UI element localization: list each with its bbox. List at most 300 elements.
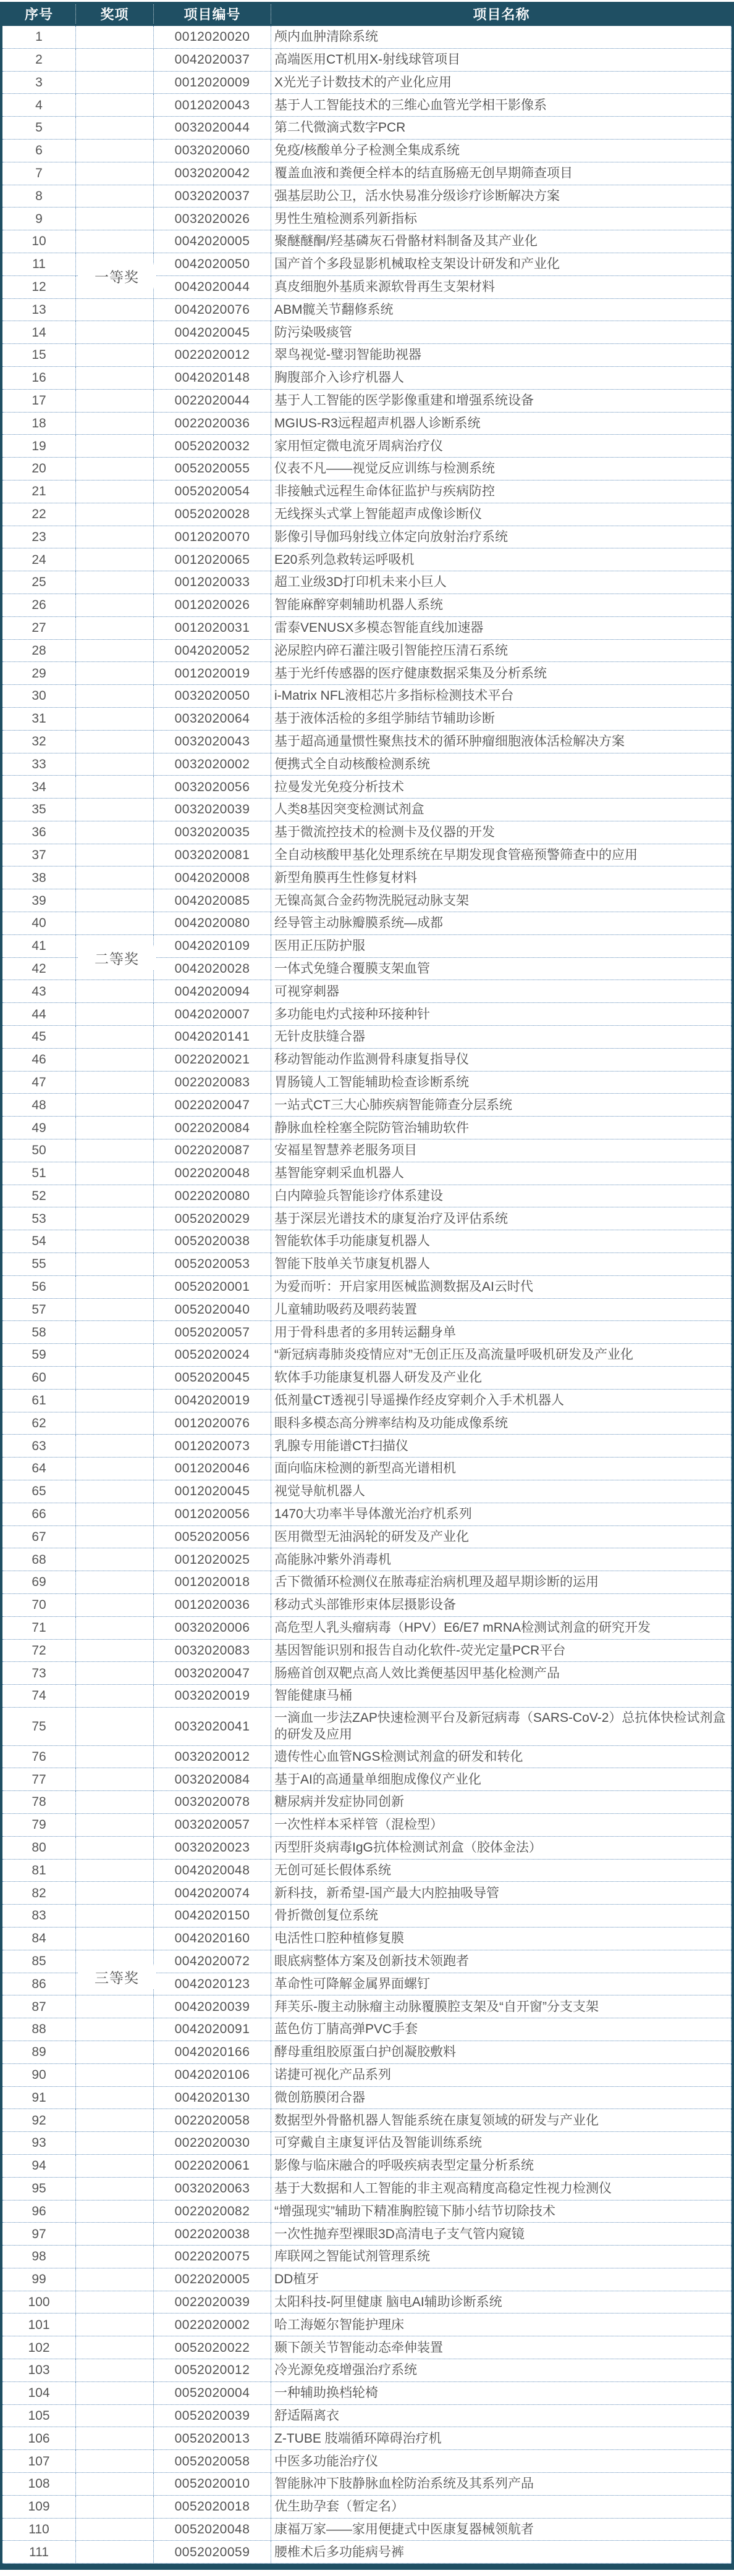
award-cell [75,1458,153,1480]
table-row [2,594,732,617]
table-row [2,2109,732,2132]
table-row [2,1094,732,1117]
award-cell [75,1768,153,1790]
row-project-name: 丙型肝炎病毒IgG抗体检测试剂盒（胶体金法） [271,1837,732,1859]
award-cell [75,2291,153,2314]
row-index: 47 [32,1075,46,1089]
row-project-name: 基于AI的高通量单细胞成像仪产业化 [271,1768,732,1790]
award-cell [75,889,153,912]
row-project-name: 微创筋膜闭合器 [271,2087,732,2109]
row-project-name: 太阳科技-阿里健康 脑电AI辅助诊断系统 [271,2291,732,2314]
row-index: 98 [32,2249,46,2264]
row-project-name: 遗传性心血管NGS检测试剂盒的研发和转化 [271,1746,732,1768]
table-row [2,821,732,844]
row-index: 49 [32,1120,46,1135]
row-index: 28 [32,643,46,658]
table-row [2,571,732,594]
table-row [2,889,732,912]
row-project-code: 0022020030 [153,2132,271,2154]
table-row [2,753,732,776]
award-cell [75,1049,153,1071]
row-index: 69 [32,1575,46,1590]
table-row [2,321,732,344]
row-project-name: 拉曼发光免疫分析技术 [271,776,732,798]
row-index: 12 [32,280,46,295]
row-project-name: 强基层助公卫，活水快易准分级诊疗诊断解决方案 [271,185,732,208]
row-project-name: 软体手功能康复机器人研发及产业化 [271,1367,732,1389]
row-project-name: 胸腹部介入诊疗机器人 [271,367,732,389]
award-cell [75,2382,153,2404]
award-cell [75,26,153,48]
row-project-code: 0012020070 [153,526,271,548]
row-project-code: 0052020004 [153,2382,271,2404]
table-row [2,435,732,458]
table-row [2,776,732,799]
table-row [2,2087,732,2110]
table-row [2,1253,732,1276]
row-project-code: 0042020150 [153,1905,271,1927]
award-cell [75,321,153,343]
row-project-code: 0052020024 [153,1344,271,1366]
award-cell [75,1253,153,1275]
row-project-code: 0052020059 [153,2541,271,2563]
row-project-name: 冷光源免疫增强治疗系统 [271,2359,732,2381]
row-project-name: 糖尿病并发症协同创新 [271,1791,732,1813]
award-cell [75,2450,153,2472]
row-project-name: 基于光纤传感器的医疗健康数据采集及分析系统 [271,662,732,684]
row-project-name: 哈工海姬尔智能护理床 [271,2314,732,2336]
row-index: 25 [32,575,46,590]
row-project-code: 0052020057 [153,1321,271,1343]
row-project-name: 康福万家——家用便捷式中医康复器械领航者 [271,2519,732,2541]
table-row [2,1708,732,1746]
row-index: 7 [35,166,43,181]
award-cell [75,1995,153,2018]
row-index: 32 [32,734,46,749]
row-index: 23 [32,529,46,544]
row-project-name: 便携式全自动核酸检测系统 [271,753,732,776]
row-project-name: 中医多功能治疗仪 [271,2450,732,2472]
table-row [2,708,732,731]
row-project-code: 0032020043 [153,731,271,753]
award-cell [75,140,153,162]
row-index: 41 [32,939,46,954]
row-project-name: 眼科多模态高分辨率结构及功能成像系统 [271,1412,732,1435]
table-row [2,1207,732,1230]
row-project-code: 0052020010 [153,2473,271,2495]
row-project-code: 0042020076 [153,299,271,321]
row-project-code: 0042020007 [153,1003,271,1025]
row-project-name: 移动智能动作监测骨科康复指导仪 [271,1049,732,1071]
header-col-index: 序号 [24,7,53,22]
row-index: 105 [28,2408,50,2423]
row-index: 70 [32,1598,46,1613]
row-index: 97 [32,2226,46,2241]
table-row [2,526,732,549]
row-project-name: 智能麻醉穿刺辅助机器人系统 [271,594,732,616]
row-project-code: 0042020094 [153,980,271,1002]
table-row [2,617,732,640]
row-project-name: 聚醚醚酮/羟基磷灰石骨骼材料制备及其产业化 [271,230,732,253]
table-row [2,390,732,413]
award-cell [75,1662,153,1684]
table-row [2,1746,732,1769]
row-index: 40 [32,916,46,931]
award-cell [75,1117,153,1139]
award-cell [75,685,153,707]
row-project-code: 0042020050 [153,253,271,275]
row-project-code: 0052020001 [153,1276,271,1298]
row-index: 92 [32,2113,46,2128]
row-project-code: 0052020055 [153,458,271,480]
table-row [2,2427,732,2450]
row-project-code: 0032020006 [153,1617,271,1639]
row-project-name: 仪表不凡——视觉反应训练与检测系统 [271,458,732,480]
row-project-code: 0052020038 [153,1230,271,1252]
table-row [2,2405,732,2428]
row-project-code: 0042020091 [153,2018,271,2041]
row-project-code: 0052020013 [153,2427,271,2449]
row-index: 86 [32,1976,46,1991]
row-index: 62 [32,1416,46,1430]
row-project-name: 颅内血肿清除系统 [271,26,732,48]
row-project-name: 第二代微滴式数字PCR [271,117,732,139]
row-project-name: 无针皮肤缝合器 [271,1026,732,1048]
table-row [2,72,732,94]
row-index: 43 [32,984,46,999]
row-project-code: 0022020044 [153,390,271,412]
row-index: 31 [32,711,46,726]
row-index: 66 [32,1507,46,1522]
row-project-name: 用于骨科患者的多用转运翻身单 [271,1321,732,1343]
row-project-name: 移动式头部锥形束体层摄影设备 [271,1594,732,1616]
table-row [2,2155,732,2178]
award-cell [75,821,153,844]
row-project-code: 0032020002 [153,753,271,776]
row-index: 60 [32,1370,46,1385]
award-cell [75,1617,153,1639]
row-project-name: 基于人工智能的医学影像重建和增强系统设备 [271,390,732,412]
row-project-code: 0052020045 [153,1367,271,1389]
award-cell [75,2246,153,2268]
row-project-name: 国产首个多段显影机械取栓支架设计研发和产业化 [271,253,732,275]
row-project-name: 覆盖血液和粪便全样本的结直肠癌无创早期筛查项目 [271,162,732,185]
row-index: 51 [32,1166,46,1181]
row-index: 89 [32,2045,46,2060]
row-project-name: 影像引导伽玛射线立体定向放射治疗系统 [271,526,732,548]
table-row [2,1276,732,1299]
row-project-name: 一体式免缝合覆膜支架血管 [271,958,732,980]
table-row [2,1049,732,1072]
row-index: 76 [32,1749,46,1764]
row-project-name: 一种辅助换档轮椅 [271,2382,732,2404]
row-project-code: 0042020005 [153,230,271,253]
row-project-name: 可穿戴自主康复评估及智能训练系统 [271,2132,732,2154]
row-project-name: 乳腺专用能谱CT扫描仪 [271,1435,732,1457]
row-project-code: 0012020033 [153,571,271,594]
row-project-name: DD植牙 [271,2268,732,2291]
row-project-name: 白内障验兵智能诊疗体系建设 [271,1185,732,1207]
table-row [2,1685,732,1708]
table-row [2,685,732,708]
row-project-name: 为爱而听：开启家用医械监测数据及AI云时代 [271,1276,732,1298]
row-project-code: 0012020025 [153,1548,271,1571]
award-cell [75,980,153,1002]
row-project-code: 0012020076 [153,1412,271,1435]
table-row [2,1003,732,1026]
row-project-name: 视觉导航机器人 [271,1480,732,1503]
award-cell [75,49,153,71]
table-row [2,458,732,480]
row-index: 54 [32,1234,46,1249]
row-index: 111 [29,2545,49,2559]
award-cell [75,117,153,139]
table-row [2,1905,732,1928]
award-cell [75,2223,153,2245]
row-project-name: 经导管主动脉瓣膜系统—成都 [271,912,732,934]
award-cell [75,344,153,366]
row-index: 81 [32,1863,46,1877]
row-index: 17 [32,393,46,408]
award-cell [75,548,153,571]
row-index: 95 [32,2181,46,2196]
table-row [2,94,732,117]
award-cell [75,2519,153,2541]
row-project-name: 诺捷可视化产品系列 [271,2064,732,2086]
row-project-name: 一站式CT三大心肺疾病智能筛查分层系统 [271,1094,732,1116]
row-project-name: 免疫/核酸单分子检测全集成系统 [271,140,732,162]
row-project-code: 0032020023 [153,1837,271,1859]
row-project-code: 0032020081 [153,844,271,866]
award-cell [75,367,153,389]
award-cell [75,844,153,866]
award-cell [75,594,153,616]
row-project-name: 优生助孕套（暂定名） [271,2496,732,2518]
row-project-code: 0042020141 [153,1026,271,1048]
row-index: 109 [28,2499,50,2514]
row-project-name: 智能下肢单关节康复机器人 [271,1253,732,1275]
table-row [2,1435,732,1458]
row-project-code: 0032020026 [153,208,271,230]
row-project-name: 雷泰VENUSX多模态智能直线加速器 [271,617,732,639]
row-project-name: 多功能电灼式接种环接种针 [271,1003,732,1025]
table-row [2,2246,732,2268]
row-index: 103 [28,2363,50,2378]
row-index: 21 [32,484,46,499]
award-cell [75,1321,153,1343]
row-index: 30 [32,689,46,703]
row-project-code: 0052020018 [153,2496,271,2518]
row-index: 37 [32,847,46,862]
row-project-name: 一滴血一步法ZAP快速检测平台及新冠病毒（SARS-CoV-2）总抗体快检试剂盒的研发及应用 [271,1708,732,1745]
award-cell [75,1640,153,1662]
row-project-name: 静脉血栓栓塞全院防管治辅助软件 [271,1117,732,1139]
table-row [2,2336,732,2359]
award-cell [75,2041,153,2063]
award-cell [75,571,153,594]
row-index: 38 [32,870,46,885]
row-project-code: 0052020012 [153,2359,271,2381]
award-cell [75,435,153,457]
row-project-name: 一次性样本采样管（混检型） [271,1814,732,1836]
row-project-code: 0012020031 [153,617,271,639]
award-cell [75,458,153,480]
award-cell [75,1344,153,1366]
row-index: 45 [32,1030,46,1044]
award-cell [75,662,153,684]
row-project-name: 可视穿刺器 [271,980,732,1002]
table-row [2,1162,732,1185]
award-cell [75,1094,153,1116]
award-cell [75,1390,153,1412]
row-index: 87 [32,1999,46,2014]
row-index: 108 [28,2477,50,2491]
row-index: 6 [35,143,43,158]
row-project-code: 0032020078 [153,1791,271,1813]
row-index: 83 [32,1908,46,1923]
table-row [2,2178,732,2201]
row-project-code: 0022020087 [153,1139,271,1162]
row-project-name: ABM髋关节翻修系统 [271,299,732,321]
award-cell [75,72,153,94]
row-index: 48 [32,1097,46,1112]
row-project-name: “新冠病毒肺炎疫情应对”无创正压及高流量呼吸机研发及产业化 [271,1344,732,1366]
row-project-code: 0022020005 [153,2268,271,2291]
row-index: 75 [32,1719,46,1734]
row-project-code: 0022020048 [153,1162,271,1185]
award-cell [75,1928,153,1950]
row-project-code: 0042020045 [153,321,271,343]
award-cell [75,390,153,412]
row-project-code: 0052020032 [153,435,271,457]
award-cell [75,526,153,548]
row-index: 16 [32,371,46,385]
table-row [2,1768,732,1791]
row-project-code: 0032020057 [153,1814,271,1836]
row-project-code: 0052020048 [153,2519,271,2541]
row-index: 88 [32,2022,46,2037]
row-index: 56 [32,1280,46,1294]
row-index: 67 [32,1529,46,1544]
row-project-name: 高端医用CT机用X-射线球管项目 [271,49,732,71]
row-index: 72 [32,1643,46,1658]
award-cell [75,162,153,185]
award-cell [75,2178,153,2200]
row-project-code: 0032020084 [153,1768,271,1790]
row-project-code: 0012020009 [153,72,271,94]
award-cell [75,2109,153,2131]
table-row [2,2201,732,2223]
row-index: 33 [32,757,46,771]
award-cell [75,912,153,934]
row-project-name: 基于大数据和人工智能的非主观高精度高稳定性视力检测仪 [271,2178,732,2200]
table-row [2,2450,732,2473]
award-cell [75,2359,153,2381]
row-index: 94 [32,2159,46,2173]
table-row [2,49,732,72]
row-index: 85 [32,1953,46,1968]
table-row [2,1640,732,1663]
row-project-code: 0022020082 [153,2201,271,2223]
row-project-name: X光光子计数技术的产业化应用 [271,72,732,94]
table-row [2,1321,732,1344]
row-project-name: 基于微流控技术的检测卡及仪器的开发 [271,821,732,844]
row-project-name: 电活性口腔种植修复膜 [271,1928,732,1950]
award-cell [75,208,153,230]
table-row [2,503,732,526]
award-cell [75,2405,153,2427]
table-row [2,1594,732,1617]
row-project-code: 0052020029 [153,1207,271,1230]
row-project-name: 颞下颌关节智能动态牵伸装置 [271,2336,732,2359]
row-project-code: 0032020019 [153,1685,271,1707]
award-cell [75,1548,153,1571]
row-project-code: 0042020052 [153,640,271,662]
award-cell [75,299,153,321]
award-cell [75,230,153,253]
award-cell [75,799,153,821]
row-project-name: Z-TUBE 肢端循环障碍治疗机 [271,2427,732,2449]
table-row [2,2314,732,2336]
award-cell [75,1708,153,1745]
row-index: 100 [28,2294,50,2309]
row-project-name: 影像与临床融合的呼吸疾病表型定量分析系统 [271,2155,732,2177]
row-index: 44 [32,1007,46,1022]
award-cell [75,1685,153,1707]
table-row [2,1882,732,1905]
table-row [2,731,732,753]
row-index: 2 [35,52,43,67]
row-index: 52 [32,1188,46,1203]
table-row [2,1791,732,1814]
row-index: 42 [32,961,46,976]
award-cell [75,480,153,503]
table-row [2,2223,732,2246]
row-index: 19 [32,438,46,453]
header-col-award: 奖项 [75,4,153,23]
table-row [2,1299,732,1322]
table-row [2,1995,732,2018]
row-project-name: 真皮细胞外基质来源软骨再生支架材料 [271,276,732,298]
row-index: 63 [32,1438,46,1453]
table-row [2,1185,732,1208]
table-row [2,866,732,889]
row-project-code: 0032020047 [153,1662,271,1684]
row-project-name: 新型角膜再生性修复材料 [271,866,732,889]
row-project-name: 拜芙乐-腹主动脉瘤主动脉覆膜腔支架及“自开窗”分支支架 [271,1995,732,2018]
row-project-code: 0022020083 [153,1072,271,1094]
award-cell [75,1791,153,1813]
table-row [2,1928,732,1950]
table-row [2,2132,732,2155]
row-index: 82 [32,1886,46,1900]
award-cell [75,1367,153,1389]
table-row [2,2541,732,2564]
row-project-name: 智能脉冲下肢静脉血栓防治系统及其系列产品 [271,2473,732,2495]
row-project-name: 胃肠镜人工智能辅助检查诊断系统 [271,1072,732,1094]
row-project-code: 0042020080 [153,912,271,934]
table-row [2,2064,732,2087]
table-row [2,344,732,367]
award-cell [75,2018,153,2041]
award-cell [75,1072,153,1094]
row-project-code: 0042020166 [153,2041,271,2063]
row-project-code: 0052020054 [153,480,271,503]
row-project-name: 翠鸟视觉-璧羽智能助视器 [271,344,732,366]
row-project-code: 0042020109 [153,935,271,957]
row-project-code: 0042020048 [153,1860,271,1882]
table-row [2,1503,732,1526]
